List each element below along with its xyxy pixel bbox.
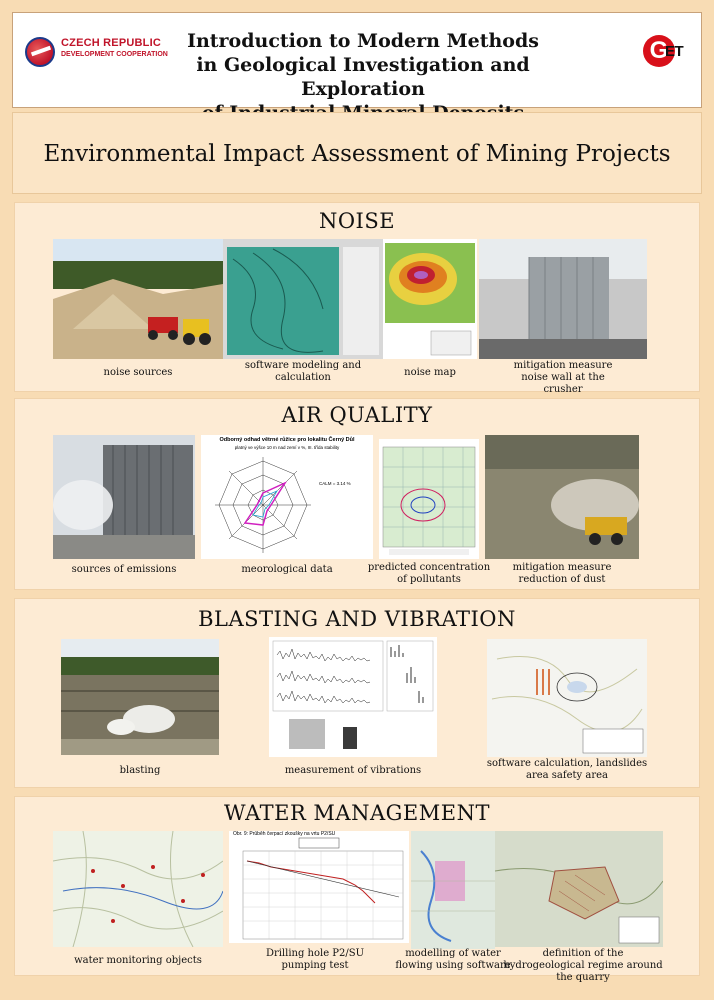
water-model-map	[411, 831, 495, 949]
wind-rose-title: Odborný odhad větrné růžice pro lokalitu Černý Důl	[219, 437, 355, 443]
section-title-air-quality: AIR QUALITY	[281, 403, 433, 427]
caption-hydrogeological: definition of the hydrogeological regime around the quarry	[503, 948, 663, 983]
title-line2: in Geological Investigation and Exploration	[196, 54, 530, 100]
caption-blasting: blasting	[119, 765, 161, 776]
title-line1: Introduction to Modern Methods	[187, 30, 539, 52]
caption-pumping-test: Drilling hole P2/SU pumping test	[265, 948, 365, 971]
get-logo-et: ET	[665, 43, 684, 60]
noise-map-photo	[383, 239, 477, 359]
caption-water-model: modelling of water flowing using software	[395, 948, 511, 971]
czech-development-logo	[25, 35, 168, 75]
caption-meteorological: meorological data	[241, 564, 333, 575]
caption-water-monitoring: water monitoring objects	[74, 955, 202, 966]
noise-sources-photo	[53, 239, 223, 359]
hydrogeological-map	[495, 831, 663, 947]
caption-landslides: software calculation, landslides area safety area	[486, 758, 648, 781]
wind-rose-subtitle: platný ve výšce 10 m nad zemí v %, III. třída stability	[234, 445, 340, 450]
dust-reduction-photo	[485, 435, 639, 559]
landslide-map	[487, 639, 647, 757]
globe-icon	[25, 37, 55, 67]
header	[12, 12, 702, 108]
section-title-noise: NOISE	[318, 209, 396, 233]
water-monitoring-map	[53, 831, 223, 947]
section-title-blasting: BLASTING AND VIBRATION	[198, 607, 516, 631]
pumping-test-chart	[229, 831, 409, 943]
caption-software-modeling: software modeling and calculation	[244, 360, 362, 383]
caption-pollutants: predicted concentration of pollutants	[367, 562, 491, 585]
caption-noise-wall: mitigation measure noise wall at the crusher	[513, 360, 613, 395]
caption-dust-reduction: mitigation measure reduction of dust	[512, 562, 612, 585]
section-air-quality	[14, 398, 700, 590]
section-noise	[14, 202, 700, 395]
wind-rose-chart	[201, 435, 373, 559]
section-blasting	[14, 598, 700, 788]
emissions-photo	[53, 435, 195, 559]
caption-emissions: sources of emissions	[71, 564, 177, 575]
noise-wall-photo	[479, 239, 647, 359]
header-title	[153, 29, 573, 125]
get-logo-g: G	[643, 35, 675, 67]
logo-line1: CZECH REPUBLIC	[61, 37, 161, 49]
caption-vibrations: measurement of vibrations	[284, 765, 422, 776]
get-logo	[643, 35, 691, 69]
section-title-water: WATER MANAGEMENT	[224, 801, 490, 825]
main-title: Environmental Impact Assessment of Mining Projects	[12, 112, 702, 194]
vibration-chart	[269, 637, 437, 757]
blasting-photo	[61, 639, 219, 755]
software-model-photo	[223, 239, 383, 359]
caption-noise-sources: noise sources	[103, 367, 173, 378]
pollutant-map	[379, 439, 479, 559]
wind-rose-calm: CALM = 3.14 %	[319, 481, 351, 486]
caption-noise-map: noise map	[404, 367, 456, 378]
section-water	[14, 796, 700, 983]
pump-chart-title: Obr. 9: Průběh čerpací zkoušky na vrtu P2/SU	[233, 831, 336, 837]
logo-line2: DEVELOPMENT COOPERATION	[61, 51, 168, 58]
